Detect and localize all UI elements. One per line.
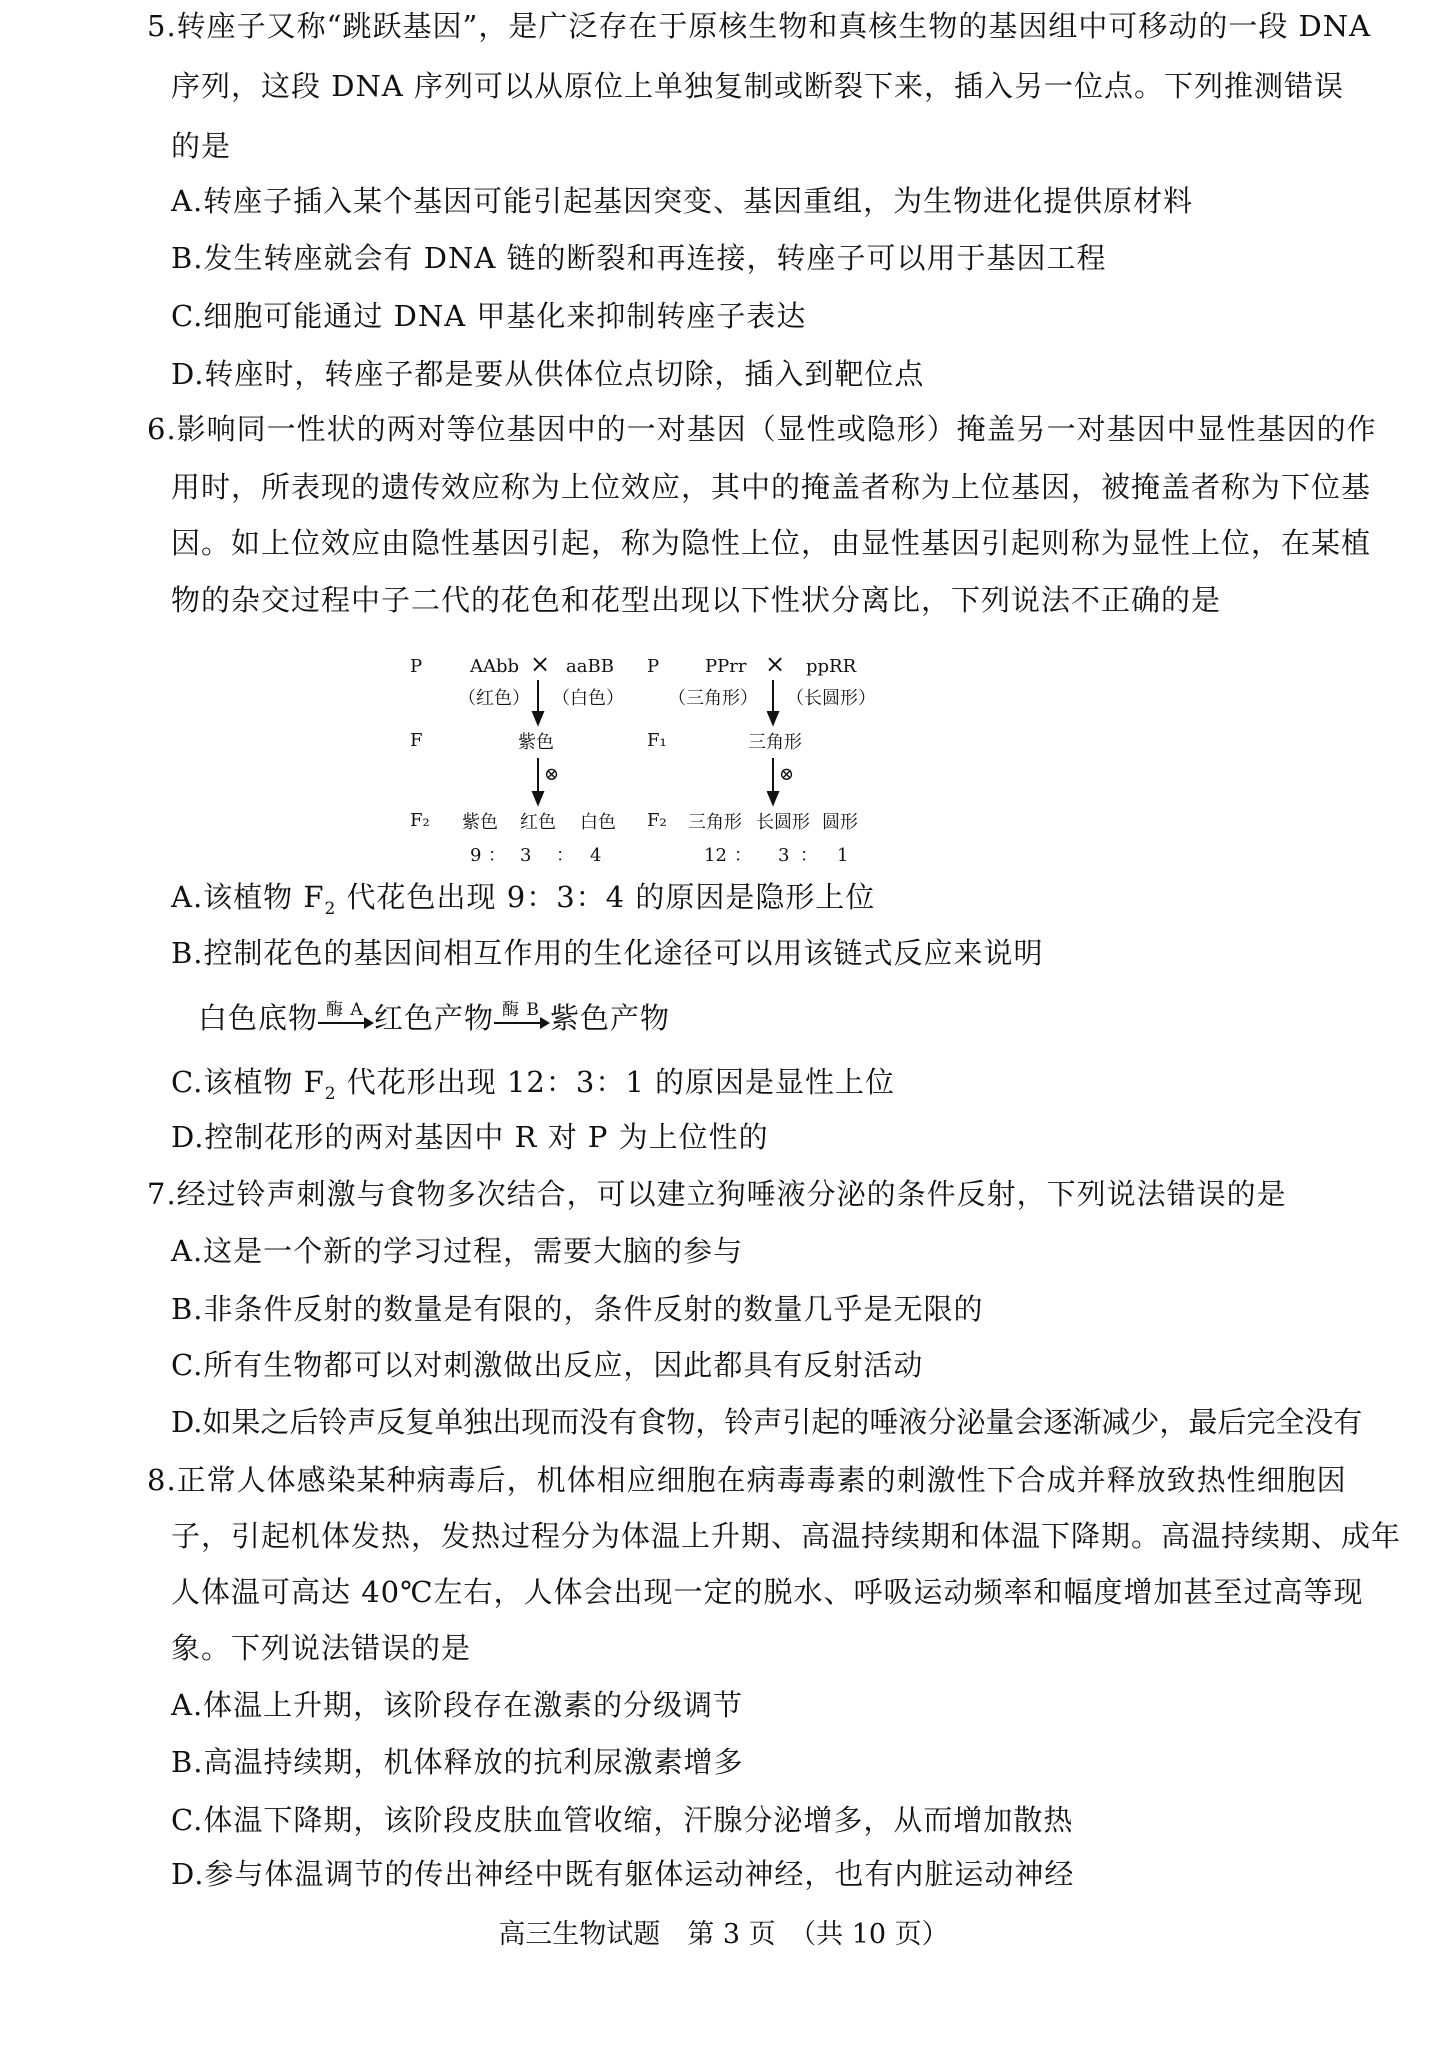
q6-stem-line: 用时，所表现的遗传效应称为上位效应，其中的掩盖者称为上位基因，被掩盖者称为下位基 bbox=[171, 470, 1372, 504]
generation-f2: F₂ bbox=[410, 810, 430, 831]
q5-option-a: A.转座子插入某个基因可能引起基因突变、基因重组，为生物进化提供原材料 bbox=[171, 184, 1194, 218]
q5-option-d: D.转座时，转座子都是要从供体位点切除，插入到靶位点 bbox=[171, 357, 925, 391]
q8-option-a: A.体温上升期，该阶段存在激素的分级调节 bbox=[171, 1688, 744, 1722]
parent2-trait: （长圆形） bbox=[786, 688, 876, 709]
q6-stem-line: 物的杂交过程中子二代的花色和花型出现以下性状分离比，下列说法不正确的是 bbox=[171, 583, 1222, 617]
cross-symbol: × bbox=[530, 650, 551, 678]
q7-stem-line: 7.经过铃声刺激与食物多次结合，可以建立狗唾液分泌的条件反射，下列说法错误的是 bbox=[147, 1177, 1287, 1211]
ratio-value: 12 bbox=[704, 845, 727, 866]
arrow-head bbox=[533, 792, 543, 804]
q6-option-d: D.控制花形的两对基因中 R 对 P 为上位性的 bbox=[171, 1120, 769, 1154]
option-text: 代花色出现 9：3：4 的原因是隐形上位 bbox=[336, 880, 876, 914]
q8-stem-line: 8.正常人体感染某种病毒后，机体相应细胞在病毒毒素的刺激性下合成并释放致热性细胞因 bbox=[147, 1463, 1347, 1497]
generation-p: P bbox=[410, 656, 423, 677]
ratio-sep: ： bbox=[800, 845, 818, 866]
parent1-genotype: PPrr bbox=[705, 656, 747, 677]
ratio-value: 3 bbox=[520, 845, 532, 866]
ratio-sep: ： bbox=[734, 845, 752, 866]
arrow-head bbox=[533, 712, 543, 724]
option-text: C.该植物 F bbox=[171, 1065, 325, 1099]
f1-trait: 三角形 bbox=[748, 732, 802, 753]
ratio-value: 9 bbox=[470, 845, 482, 866]
generation-f1: F bbox=[410, 730, 423, 751]
parent2-trait: （白色） bbox=[552, 688, 624, 709]
option-text: A.该植物 F bbox=[171, 880, 325, 914]
selfing-symbol: ⊗ bbox=[544, 764, 560, 785]
option-text: 代花形出现 12：3：1 的原因是显性上位 bbox=[336, 1065, 896, 1099]
cross-arrows bbox=[0, 0, 1447, 900]
q8-option-d: D.参与体温调节的传出神经中既有躯体运动神经，也有内脏运动神经 bbox=[171, 1857, 1075, 1891]
q7-option-b: B.非条件反射的数量是有限的，条件反射的数量几乎是无限的 bbox=[171, 1292, 984, 1326]
ratio-value: 4 bbox=[590, 845, 602, 866]
generation-f1: F₁ bbox=[647, 730, 667, 751]
arrow-head bbox=[768, 712, 778, 724]
ratio-sep: ： bbox=[556, 845, 574, 866]
generation-f2: F₂ bbox=[647, 810, 667, 831]
parent2-genotype: aaBB bbox=[566, 656, 614, 677]
q6-option-a bbox=[171, 879, 875, 927]
product: 紫色产物 bbox=[550, 1001, 671, 1035]
q5-option-c: C.细胞可能通过 DNA 甲基化来抑制转座子表达 bbox=[171, 299, 807, 333]
q8-stem-line: 子，引起机体发热，发热过程分为体温上升期、高温持续期和体温下降期。高温持续期、成年 bbox=[171, 1519, 1402, 1553]
q8-option-c: C.体温下降期，该阶段皮肤血管收缩，汗腺分泌增多，从而增加散热 bbox=[171, 1803, 1074, 1837]
q5-option-b: B.发生转座就会有 DNA 链的断裂和再连接，转座子可以用于基因工程 bbox=[171, 241, 1107, 275]
subscript: 2 bbox=[324, 1083, 337, 1104]
cross-symbol: × bbox=[765, 650, 786, 678]
parent2-genotype: ppRR bbox=[806, 656, 857, 677]
f2-trait: 红色 bbox=[520, 812, 556, 833]
parent1-genotype: AAbb bbox=[470, 656, 520, 677]
f2-trait: 圆形 bbox=[822, 812, 858, 833]
ratio-sep: ： bbox=[488, 845, 506, 866]
q6-option-c bbox=[171, 1064, 895, 1112]
parent1-trait: （红色） bbox=[458, 688, 530, 709]
page-footer: 高三生物试题 第 3 页 （共 10 页） bbox=[498, 1919, 949, 1950]
q5-stem-line: 序列，这段 DNA 序列可以从原位上单独复制或断裂下来，插入另一位点。下列推测错误 bbox=[171, 69, 1345, 103]
q5-stem-line: 5.转座子又称“跳跃基因”，是广泛存在于原核生物和真核生物的基因组中可移动的一段 DNA bbox=[147, 9, 1372, 43]
generation-p: P bbox=[647, 656, 660, 677]
f2-trait: 长圆形 bbox=[756, 812, 810, 833]
q6-stem-line: 因。如上位效应由隐性基因引起，称为隐性上位，由显性基因引起则称为显性上位，在某植 bbox=[171, 526, 1372, 560]
ratio-value: 3 bbox=[778, 845, 790, 866]
f2-trait: 紫色 bbox=[462, 812, 498, 833]
arrow-head bbox=[768, 792, 778, 804]
ratio-value: 1 bbox=[837, 845, 849, 866]
q7-option-d: D.如果之后铃声反复单独出现而没有食物，铃声引起的唾液分泌量会逐渐减少，最后完全没有 bbox=[171, 1405, 1363, 1439]
selfing-symbol: ⊗ bbox=[779, 764, 795, 785]
reaction-arrow-icon bbox=[494, 1000, 550, 1036]
f2-trait: 三角形 bbox=[688, 812, 742, 833]
q5-stem-line: 的是 bbox=[171, 129, 232, 163]
q6-option-b: B.控制花色的基因间相互作用的生化途径可以用该链式反应来说明 bbox=[171, 936, 1044, 970]
enzyme-pathway-formula bbox=[198, 1000, 670, 1036]
f2-trait: 白色 bbox=[580, 812, 616, 833]
q6-stem-line: 6.影响同一性状的两对等位基因中的一对基因（显性或隐形）掩盖另一对基因中显性基因的作 bbox=[147, 412, 1377, 446]
q7-option-c: C.所有生物都可以对刺激做出反应，因此都具有反射活动 bbox=[171, 1348, 924, 1382]
f1-trait: 紫色 bbox=[518, 732, 554, 753]
q7-option-a: A.这是一个新的学习过程，需要大脑的参与 bbox=[171, 1234, 744, 1268]
subscript: 2 bbox=[324, 898, 337, 919]
substrate: 白色底物 bbox=[198, 1001, 319, 1035]
product: 红色产物 bbox=[374, 1001, 495, 1035]
enzyme-label: 酶 A bbox=[326, 1000, 364, 1020]
q8-stem-line: 象。下列说法错误的是 bbox=[171, 1631, 472, 1665]
parent1-trait: （三角形） bbox=[668, 688, 758, 709]
reaction-arrow-icon bbox=[318, 1000, 374, 1036]
q8-stem-line: 人体温可高达 40℃左右，人体会出现一定的脱水、呼吸运动频率和幅度增加甚至过高等现 bbox=[171, 1575, 1364, 1609]
q8-option-b: B.高温持续期，机体释放的抗利尿激素增多 bbox=[171, 1745, 744, 1779]
enzyme-label: 酶 B bbox=[502, 1000, 540, 1020]
